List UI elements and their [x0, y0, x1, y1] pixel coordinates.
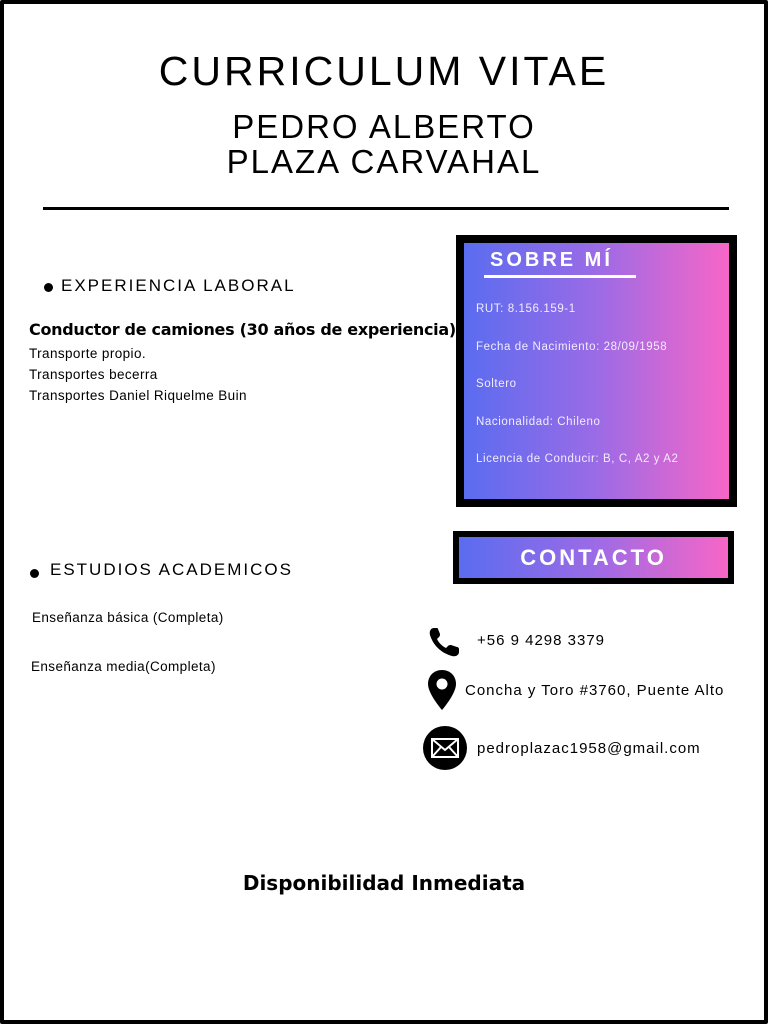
experience-heading: EXPERIENCIA LABORAL [61, 276, 296, 295]
contact-header-box [453, 531, 734, 584]
phone-icon [428, 626, 462, 658]
study-item: Enseñanza básica (Completa) [32, 610, 224, 625]
studies-heading: ESTUDIOS ACADEMICOS [50, 560, 293, 579]
document-title: CURRICULUM VITAE [158, 48, 610, 94]
about-civil-status: Soltero [476, 378, 517, 390]
employer-item: Transportes Daniel Riquelme Buin [29, 388, 247, 403]
about-me-panel [456, 235, 737, 507]
contact-email[interactable]: pedroplazac1958@gmail.com [477, 740, 701, 757]
study-item: Enseñanza media(Completa) [31, 659, 216, 674]
contact-phone[interactable]: +56 9 4298 3379 [477, 632, 606, 649]
availability-note: Disponibilidad Inmediata [242, 871, 526, 895]
employer-item: Transporte propio. [29, 346, 147, 361]
about-me-heading: SOBRE MÍ [490, 249, 613, 271]
job-title: Conductor de camiones (30 años de experiencia) [29, 320, 456, 339]
about-me-underline [484, 275, 636, 278]
contact-address: Concha y Toro #3760, Puente Alto [465, 682, 725, 699]
about-birth-date: Fecha de Nacimiento: 28/09/1958 [476, 341, 668, 353]
person-name-first-line: PEDRO ALBERTO [232, 108, 536, 145]
studies-bullet [30, 569, 39, 578]
about-rut: RUT: 8.156.159-1 [476, 303, 576, 315]
location-pin-icon [426, 669, 458, 711]
contact-heading: CONTACTO [520, 545, 667, 570]
about-driver-license: Licencia de Conducir: B, C, A2 y A2 [476, 453, 679, 465]
experience-bullet [44, 283, 53, 292]
person-name-second-line: PLAZA CARVAHAL [226, 143, 542, 180]
about-nationality: Nacionalidad: Chileno [476, 416, 601, 428]
envelope-icon [423, 726, 467, 770]
header-divider [43, 207, 729, 210]
employer-item: Transportes becerra [29, 367, 158, 382]
